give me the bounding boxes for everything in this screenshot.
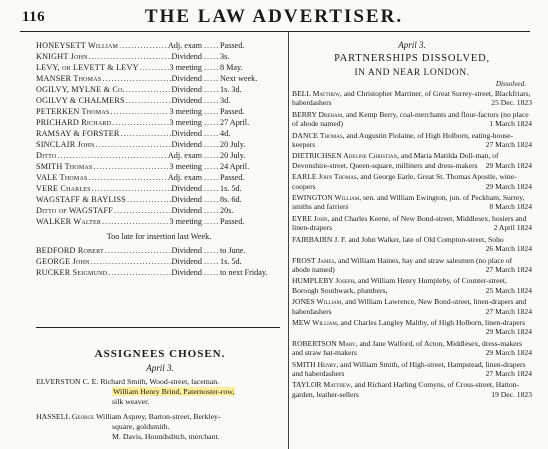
partner-name: DANCE Thomas, — [292, 130, 345, 140]
list-item — [36, 245, 282, 256]
list-item — [36, 161, 282, 172]
partner-name: BERRY Dreham, — [292, 109, 344, 119]
list-item — [36, 117, 282, 128]
event-type: 3 meeting — [169, 63, 202, 72]
dissolved-date: 27 March 1824 — [485, 264, 532, 274]
leader-dots — [88, 51, 172, 62]
page-number: 116 — [22, 9, 46, 25]
assignee-line: square, goldsmith. — [112, 422, 170, 431]
bankrupt-name: OGILVY & CHALMERS — [36, 96, 125, 105]
dissolved-date: 2 April 1824 — [493, 223, 532, 233]
partnerships-column — [292, 40, 532, 401]
partnership-entry — [292, 380, 532, 399]
partnership-text: and Augustin Piolaine, of High Holborn, eating-house-keepers — [292, 130, 514, 150]
bankrupt-name: LEVY, or LEVETT & LEVY — [36, 63, 139, 72]
partnership-text: and John Walker, late of Old Compton-street, Soho — [348, 234, 504, 244]
bankrupt-name: RAMSAY & FORSTER — [36, 129, 120, 138]
dissolved-date: 8 March 1824 — [489, 202, 532, 212]
partnership-text: and Charles Keene, of New Bond-street, Middlesex, hosiers and linen-drapers — [292, 213, 527, 233]
list-item — [36, 139, 282, 150]
partnership-entry — [292, 256, 532, 275]
partner-name: HUMPLEBY Joseph, — [292, 276, 357, 286]
leader-dots — [203, 139, 219, 150]
leader-dots — [88, 172, 168, 183]
event-detail: 3d. — [220, 96, 231, 105]
meetings-list — [36, 40, 282, 227]
partnership-text: and George Earle, Great St. Thomas Apostle, wine-coopers — [292, 172, 517, 191]
event-detail: Passed. — [220, 107, 245, 116]
dissolved-date: 27 March 1824 — [485, 140, 532, 150]
partner-name: EARLE John Thomas, — [292, 172, 359, 182]
event-detail: 1s. 3d. — [220, 85, 242, 94]
dissolved-date: 26 March 1824 — [485, 244, 532, 254]
dissolved-date: 29 March 1824 — [485, 160, 532, 170]
event-type: Adj. exam — [167, 41, 202, 50]
bankrupt-name: HONEYSETT William — [36, 41, 119, 50]
list-item — [36, 216, 282, 227]
partnership-text: and Richard Harling Comyns, of Cross-street, Hatton-garden, leather-sellers — [292, 380, 520, 399]
partnership-text: and William Lawrence, New Bond-street, linen-drapers and haberdashers — [292, 297, 527, 316]
partnership-entry — [292, 172, 532, 191]
bankrupt-name: PETERKEN Thomas — [36, 107, 110, 116]
partner-name: TAYLOR Matthew, — [292, 380, 353, 390]
event-type: 3 meeting — [169, 118, 202, 127]
highlighted-assignee: William Henry Brind, Paternoster-row, — [113, 387, 235, 396]
partnership-text: and Kemp Berry, coal-merchants and flour-factors (no place of abode named) — [292, 109, 529, 129]
leader-dots — [203, 73, 219, 84]
list-item — [36, 205, 282, 216]
partnership-entry — [292, 339, 532, 358]
leader-dots — [203, 150, 219, 161]
event-detail: Next week. — [220, 74, 258, 83]
bankrupt-name: SMITH Thomas — [36, 162, 93, 171]
event-type: Dividend — [171, 74, 202, 83]
partner-name: SMITH Henry, — [292, 359, 339, 369]
event-detail: 24 April. — [220, 162, 250, 171]
partnership-text: and William Haines, hay and straw salesmen (no place of abode named) — [292, 255, 513, 274]
leader-dots — [118, 40, 168, 51]
event-type: 3 meeting — [169, 217, 202, 226]
leader-dots — [203, 128, 219, 139]
assignee-line: William Asprey, Barton-street, Berkley- — [96, 412, 221, 421]
list-item — [36, 194, 282, 205]
list-item — [36, 128, 282, 139]
bankrupt-name: BEDFORD Robert — [36, 246, 104, 255]
event-type: Dividend — [171, 96, 202, 105]
section-rule — [36, 327, 280, 328]
leader-dots — [126, 194, 172, 205]
assignee-line: silk weaver. — [112, 397, 150, 406]
partner-name: JONES William, — [292, 297, 344, 307]
list-item — [36, 150, 282, 161]
bankrupt-name: ELVERSTON C. E. — [36, 377, 99, 386]
leader-dots — [101, 216, 169, 227]
late-meetings-list — [36, 245, 282, 278]
bankrupt-name: HASSELL George — [36, 412, 95, 421]
leader-dots — [203, 216, 219, 227]
event-type: Adj. exam — [167, 173, 202, 182]
header-rule — [20, 31, 530, 32]
partnership-text: and Jane Walford, of Acton, Middlesex, dress-makers and straw hat-makers — [292, 338, 523, 358]
event-detail: to June. — [220, 246, 246, 255]
list-item — [36, 172, 282, 183]
event-type: Dividend — [171, 246, 202, 255]
leader-dots — [203, 51, 219, 62]
dissolved-date: 25 March 1824 — [485, 285, 532, 295]
leader-dots — [203, 117, 219, 128]
event-detail: 3s. — [220, 52, 230, 61]
event-type: Dividend — [171, 140, 202, 149]
event-type: Dividend — [171, 85, 202, 94]
bankrupt-name: WALKER Walter — [36, 217, 102, 226]
leader-dots — [104, 245, 172, 256]
bankrupt-name: SINCLAIR John — [36, 140, 95, 149]
partnerships-date: April 3. — [398, 40, 426, 50]
leader-dots — [203, 205, 219, 216]
list-item — [36, 256, 282, 267]
dissolved-date: 25 Dec. 1823 — [491, 98, 532, 108]
list-item — [36, 95, 282, 106]
dissolved-date: 27 March 1824 — [485, 306, 532, 316]
list-item — [36, 267, 282, 278]
assignee-entry — [36, 377, 284, 407]
bankrupt-name: GEORGE John — [36, 257, 90, 266]
leader-dots — [92, 161, 169, 172]
partnership-entry — [292, 110, 532, 129]
partnership-text: and Charles Langley Maltby, of High Holborn, linen-drapers — [340, 317, 526, 327]
partner-name: ROBERTSON Mary, — [292, 338, 358, 348]
bankrupt-name: OGILVY, MYLNE & Co. — [36, 85, 125, 94]
event-type: Adj. exam — [167, 151, 202, 160]
partnership-text: sen. and William Ewington, jun. of Peckham, Surrey, smiths and farriers — [292, 193, 525, 212]
event-type: 3 meeting — [169, 107, 202, 116]
event-detail: Passed. — [220, 41, 245, 50]
partnership-entry — [292, 297, 532, 316]
dissolved-date: 29 March 1824 — [485, 327, 532, 337]
event-type: Dividend — [171, 195, 202, 204]
partnerships-heading: PARTNERSHIPS DISSOLVED, — [334, 53, 490, 64]
partnership-text: and William Smith, of High-street, Hampstead, linen-drapers and haberdashers — [292, 359, 526, 378]
event-type: Dividend — [171, 206, 202, 215]
bankrupt-name: RUCKER Seigmund — [36, 268, 108, 277]
leader-dots — [56, 150, 167, 161]
partner-name: EWINGTON William, — [292, 193, 362, 203]
event-detail: 4d. — [220, 129, 231, 138]
dissolved-date: 1 March 1824 — [489, 119, 532, 129]
assignees-heading: ASSIGNEES CHOSEN. — [94, 348, 226, 360]
dissolved-date: 19 Dec. 1823 — [491, 389, 532, 399]
page-header — [0, 0, 548, 30]
bankrupt-name: Ditto — [36, 151, 57, 160]
leader-dots — [120, 128, 172, 139]
partner-name: MEW William, — [292, 317, 339, 327]
bankrupt-name: VALE Thomas — [36, 173, 88, 182]
assignee-line: M. Davis, Houndsditch, merchant. — [112, 432, 220, 441]
partnership-entry — [292, 131, 532, 150]
leader-dots — [203, 40, 219, 51]
partnership-entry — [292, 235, 532, 254]
too-late-heading: Too late for insertion last Week. — [106, 232, 212, 241]
dissolved-date: 29 March 1824 — [485, 348, 532, 358]
meetings-column — [36, 40, 282, 278]
column-divider — [288, 32, 289, 449]
leader-dots — [203, 84, 219, 95]
bankrupt-name: KNIGHT John — [36, 52, 88, 61]
assignees-date: April 3. — [146, 363, 174, 373]
event-detail: 1s. 5d. — [220, 257, 242, 266]
leader-dots — [101, 73, 171, 84]
partnership-entry — [292, 193, 532, 212]
partnership-list — [292, 89, 532, 399]
event-detail: 1s. 5d. — [220, 184, 242, 193]
leader-dots — [95, 139, 172, 150]
event-detail: 8 May. — [220, 63, 243, 72]
assignees-section — [36, 348, 284, 447]
leader-dots — [203, 256, 219, 267]
event-detail: 8s. 6d. — [220, 195, 242, 204]
partner-name: DIETRICHSEN Adeline Christian, — [292, 151, 399, 161]
leader-dots — [203, 95, 219, 106]
bankrupt-name: MANSER Thomas — [36, 74, 102, 83]
leader-dots — [203, 194, 219, 205]
partnership-text: and Christopher Marriner, of Great Surrey-street, Blackfriars, haberdashers — [292, 89, 531, 108]
partnership-entry — [292, 151, 532, 170]
leader-dots — [139, 62, 170, 73]
partnership-entry — [292, 89, 532, 108]
partner-name: EYRE John, — [292, 213, 330, 223]
event-type: Dividend — [171, 129, 202, 138]
partner-name: FAIRBAIRN J. F. — [292, 234, 347, 244]
leader-dots — [107, 267, 171, 278]
leader-dots — [125, 95, 172, 106]
leader-dots — [90, 256, 172, 267]
event-type: Dividend — [171, 257, 202, 266]
list-item — [36, 62, 282, 73]
event-detail: Passed. — [220, 217, 245, 226]
partnership-text: and Maria Matilda Doll-man, of Devonshire-street, Queen-square, milliners and dress-makers — [292, 151, 499, 170]
bankrupt-name: WAGSTAFF & BAYLISS — [36, 195, 126, 204]
list-item — [36, 40, 282, 51]
bankrupt-name: VERE Charles — [36, 184, 91, 193]
partnerships-subheading: IN AND NEAR LONDON. — [354, 68, 470, 78]
partner-name: FROST James, — [292, 255, 337, 265]
list-item — [36, 84, 282, 95]
event-type: 3 meeting — [169, 162, 202, 171]
partnership-entry — [292, 360, 532, 379]
leader-dots — [203, 245, 219, 256]
partnership-entry — [292, 318, 532, 337]
event-type: Dividend — [171, 184, 202, 193]
leader-dots — [113, 205, 171, 216]
leader-dots — [203, 62, 219, 73]
event-detail: to next Friday. — [220, 268, 268, 277]
leader-dots — [203, 183, 219, 194]
partnership-text: and William Henry Humpleby, of Counter-street, Borough Southwark, plumbers, — [292, 276, 507, 295]
dissolved-date: 29 March 1824 — [485, 181, 532, 191]
bankrupt-name: Ditto of WAGSTAFF — [36, 206, 114, 215]
event-detail: 20 July. — [220, 151, 246, 160]
assignee-entry — [36, 412, 284, 442]
dissolved-date: 27 March 1824 — [485, 368, 532, 378]
leader-dots — [203, 267, 219, 278]
event-detail: 20s. — [220, 206, 234, 215]
assignee-line: Richard Smith, Wood-street, laceman. — [100, 377, 220, 386]
dissolved-label: Dissolved. — [495, 80, 526, 88]
page-title: THE LAW ADVERTISER. — [144, 6, 404, 27]
list-item — [36, 73, 282, 84]
leader-dots — [91, 183, 172, 194]
event-type: Dividend — [171, 268, 202, 277]
leader-dots — [125, 84, 172, 95]
list-item — [36, 183, 282, 194]
bankrupt-name: PRICHARD Richard — [36, 118, 112, 127]
list-item — [36, 51, 282, 62]
leader-dots — [203, 172, 219, 183]
leader-dots — [111, 117, 169, 128]
partnership-entry — [292, 276, 532, 295]
event-type: Dividend — [171, 52, 202, 61]
partner-name: BELL Matthew, — [292, 89, 342, 98]
event-detail: 20 July. — [220, 140, 246, 149]
event-detail: Passed. — [220, 173, 245, 182]
leader-dots — [203, 106, 219, 117]
leader-dots — [109, 106, 169, 117]
list-item — [36, 106, 282, 117]
partnership-entry — [292, 214, 532, 233]
event-detail: 27 April. — [220, 118, 250, 127]
leader-dots — [203, 161, 219, 172]
